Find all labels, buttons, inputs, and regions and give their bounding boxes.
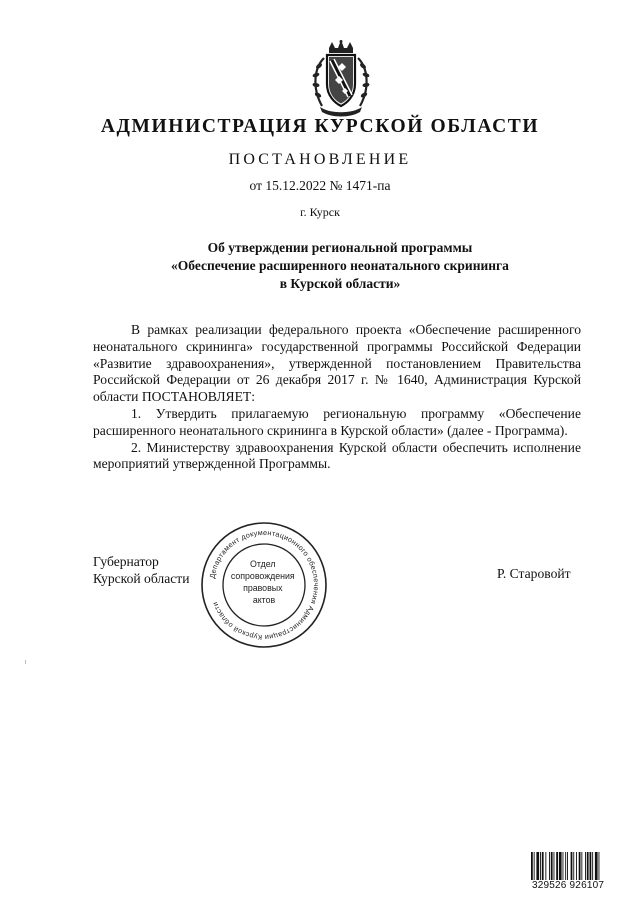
signatory-position-line-2: Курской области [93, 571, 190, 586]
stamp-center-line-1: Отдел [250, 559, 276, 569]
signatory-name: Р. Старовойт [497, 566, 571, 581]
coat-of-arms-icon [302, 40, 380, 118]
scan-edge-mark [25, 660, 26, 664]
stamp-center-line-2: сопровождения [230, 571, 295, 581]
signatory-position [93, 553, 190, 587]
round-stamp-icon [199, 520, 329, 650]
stamp-center-line-4: актов [252, 595, 276, 605]
preamble-paragraph: В рамках реализации федерального проекта «Обеспечение расширенного неонатального скрининга» государственной программы Российской Федерации «Развитие здравоохранения», утвержденной постановлением Правительства Российской Федерации от 26 декабря 2017 г. № 1640, Администрация Курской области ПОСТАНОВЛЯЕТ: [93, 322, 581, 405]
stamp-center-line-3: правовых [243, 583, 283, 593]
barcode-digits: 329526 926107 [532, 880, 605, 891]
resolution-item-2: 2. Министерству здравоохранения Курской области обеспечить исполнение мероприятий утвержденной Программы. [93, 439, 581, 472]
stamp-ring-text: Департамент документационного обеспечения Администрации Курской области [207, 527, 322, 643]
organization-name: АДМИНИСТРАЦИЯ КУРСКОЙ ОБЛАСТИ [100, 116, 540, 137]
svg-text:Отдел сопровождения [231, 559, 297, 605]
title-line-2: «Обеспечение расширенного неонатального скрининга [171, 258, 509, 273]
document-date-number: от 15.12.2022 № 1471-па [249, 178, 391, 193]
resolution-item-1: 1. Утвердить прилагаемую региональную программу «Обеспечение расширенного неонатального скрининга в Курской области» (далее - Программа). [93, 405, 581, 438]
document-city: г. Курск [300, 205, 340, 219]
document-body [93, 322, 581, 473]
document-title [100, 239, 580, 293]
title-line-1: Об утверждении региональной программы [207, 240, 473, 255]
document-type: ПОСТАНОВЛЕНИЕ [228, 151, 412, 168]
title-line-3: в Курской области» [279, 276, 401, 291]
signatory-position-line-1: Губернатор [93, 554, 159, 569]
